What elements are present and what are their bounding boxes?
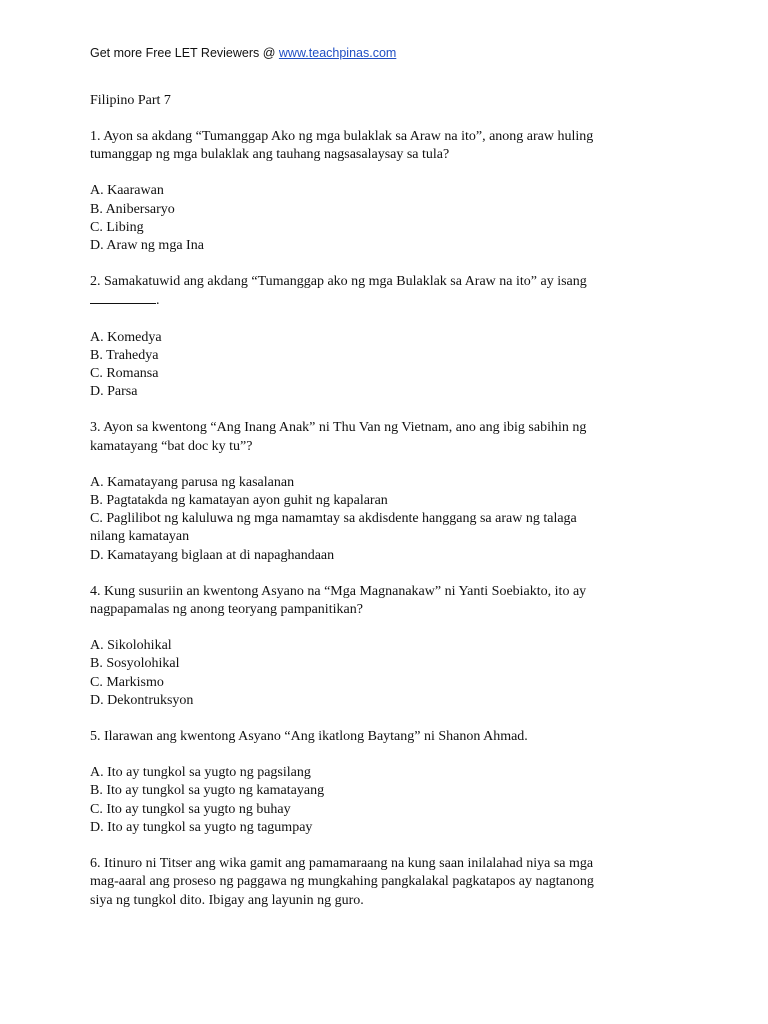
- option-d: D. Araw ng mga Ina: [90, 238, 204, 254]
- option-b: B. Ito ay tungkol sa yugto ng kamatayang: [90, 783, 325, 799]
- option-c: C. Libing: [90, 219, 144, 235]
- option-a: A. Ito ay tungkol sa yugto ng pagsilang: [90, 765, 311, 781]
- teachpinas-link[interactable]: www.teachpinas.com: [278, 46, 397, 60]
- question-2: [90, 273, 690, 401]
- header-text: Get more Free LET Reviewers @: [90, 46, 279, 60]
- option-d: D. Kamatayang biglaan at di napaghandaan: [90, 547, 335, 563]
- question-6-text: [90, 855, 690, 910]
- option-a: A. Kamatayang parusa ng kasalanan: [90, 474, 295, 490]
- option-a: A. Kaarawan: [90, 183, 164, 199]
- question-2-line-2: [90, 291, 690, 310]
- question-4-options: [90, 637, 690, 710]
- question-1-line-2: tumanggap ng mga bulaklak ang tauhang nagsasalaysay sa tula?: [90, 147, 450, 163]
- question-4-text: [90, 583, 690, 619]
- option-a: A. Komedya: [90, 329, 162, 345]
- question-1-text: [90, 128, 690, 164]
- option-c: C. Markismo: [90, 674, 164, 690]
- question-2-suffix: .: [156, 293, 160, 309]
- question-6: [90, 855, 690, 910]
- question-3-line-1: 3. Ayon sa kwentong “Ang Inang Anak” ni Thu Van ng Vietnam, ano ang ibig sabihin ng: [90, 420, 587, 436]
- option-c: C. Paglilibot ng kaluluwa ng mga namamtay sa akdisdente hanggang sa araw ng talaga: [90, 511, 577, 527]
- option-c: C. Ito ay tungkol sa yugto ng buhay: [90, 801, 291, 817]
- question-2-options: [90, 329, 690, 402]
- question-3-text: [90, 419, 690, 455]
- option-b: B. Trahedya: [90, 347, 159, 363]
- question-6-line-3: siya ng tungkol dito. Ibigay ang layunin ng guro.: [90, 892, 364, 908]
- option-c-continued: nilang kamatayan: [90, 529, 190, 545]
- option-c: C. Romansa: [90, 366, 159, 382]
- question-4-line-2: nagpapamalas ng anong teoryang pampanitikan?: [90, 602, 363, 618]
- question-1: [90, 128, 690, 255]
- option-d: D. Ito ay tungkol sa yugto ng tagumpay: [90, 819, 313, 835]
- spacer: [90, 837, 690, 855]
- answer-blank: [90, 291, 156, 304]
- question-3: [90, 419, 690, 564]
- question-5-line-1: 5. Ilarawan ang kwentong Asyano “Ang ikatlong Baytang” ni Shanon Ahmad.: [90, 729, 528, 745]
- option-b: B. Sosyolohikal: [90, 656, 180, 672]
- option-b: B. Anibersaryo: [90, 201, 175, 217]
- spacer: [90, 565, 690, 583]
- spacer: [90, 401, 690, 419]
- option-b: B. Pagtatakda ng kamatayan ayon guhit ng kapalaran: [90, 493, 388, 509]
- page-header: [90, 44, 690, 62]
- question-5: [90, 728, 690, 837]
- document-title: Filipino Part 7: [90, 93, 171, 108]
- question-2-text: [90, 273, 690, 310]
- option-a: A. Sikolohikal: [90, 638, 172, 654]
- spacer: [90, 710, 690, 728]
- question-4-line-1: 4. Kung susuriin an kwentong Asyano na “Mga Magnanakaw” ni Yanti Soebiakto, ito ay: [90, 583, 587, 599]
- question-1-options: [90, 182, 690, 255]
- question-1-line-1: 1. Ayon sa akdang “Tumanggap Ako ng mga bulaklak sa Araw na ito”, anong araw huling: [90, 129, 594, 144]
- question-6-line-2: mag-aaral ang proseso ng paggawa ng mungkahing pangkalakal pagkatapos ay nagtanong: [90, 874, 594, 890]
- question-3-options: [90, 474, 690, 565]
- spacer: [90, 255, 690, 273]
- option-d: D. Dekontruksyon: [90, 692, 194, 708]
- question-3-line-2: kamatayang “bat doc ky tu”?: [90, 438, 253, 454]
- question-4: [90, 583, 690, 710]
- document-page: [90, 44, 690, 910]
- question-2-line-1: 2. Samakatuwid ang akdang “Tumanggap ako ng mga Bulaklak sa Araw na ito” ay isang: [90, 274, 587, 290]
- question-6-line-1: 6. Itinuro ni Titser ang wika gamit ang pamamaraang na kung saan inilalahad niya sa mga: [90, 856, 594, 872]
- question-5-options: [90, 764, 690, 837]
- option-d: D. Parsa: [90, 384, 138, 400]
- question-5-text: [90, 728, 690, 746]
